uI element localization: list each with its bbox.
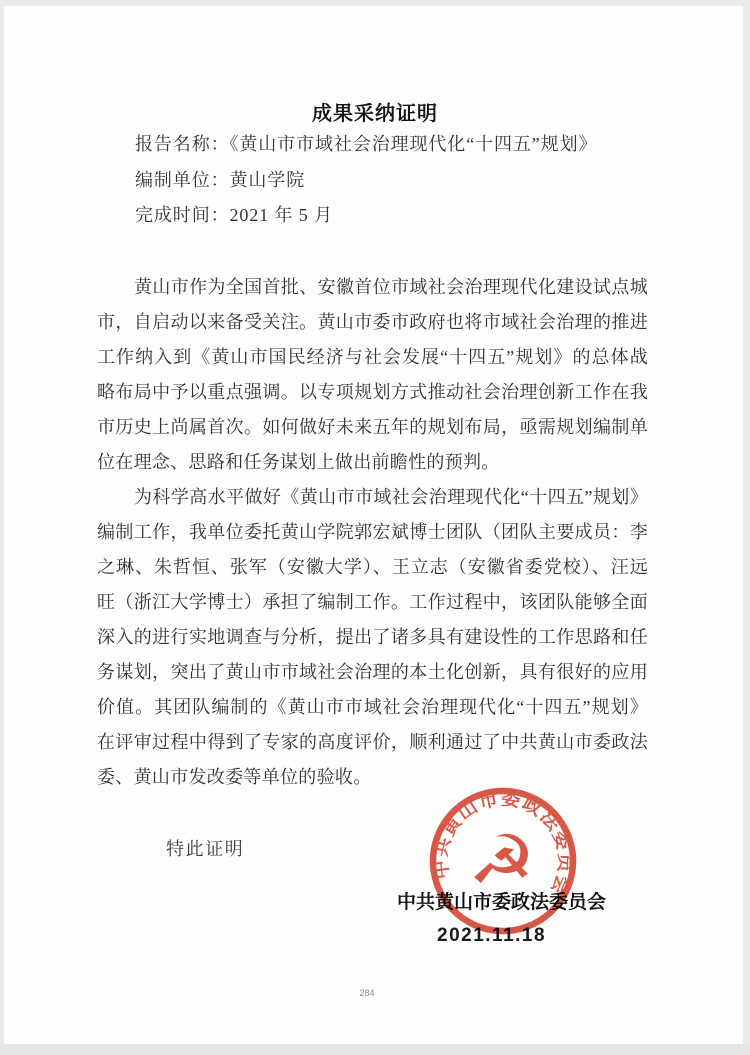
completion-date-label: 完成时间： — [135, 205, 230, 225]
issuing-organization: 中共黄山市委政法委员会 — [397, 892, 607, 913]
completion-date-line — [135, 198, 597, 234]
body-line: 略布局中予以重点强调。以专项规划方式推动社会治理创新工作在我 — [97, 382, 648, 402]
completion-date-value: 2021 年 5 月 — [229, 205, 333, 225]
closing-statement: 特此证明 — [166, 839, 245, 859]
scan-edge-right — [743, 0, 750, 1055]
prepared-by-label: 编制单位： — [135, 169, 230, 190]
prepared-by-line — [135, 163, 597, 199]
body-line: 之琳、朱哲恒、张军（安徽大学）、王立志（安徽省委党校）、汪远 — [97, 557, 648, 577]
body-line: 委、黄山市发改委等单位的验收。 — [97, 767, 372, 787]
body-line: 在评审过程中得到了专家的高度评价，顺利通过了中共黄山市委政法 — [97, 732, 648, 752]
body-line: 市历史上尚属首次。如何做好未来五年的规划布局，亟需规划编制单 — [97, 417, 648, 437]
scan-edge-left — [0, 0, 4, 1055]
body-line: 编制工作，我单位委托黄山学院郭宏斌博士团队（团队主要成员：李 — [97, 522, 648, 542]
issue-date: 2021.11.18 — [437, 925, 547, 946]
seal-curved-text: 中共黄山市委政法委员会 — [430, 788, 576, 899]
scan-edge-bottom — [0, 1044, 750, 1055]
body-line: 深入的进行实地调查与分析，提出了诸多具有建设性的工作思路和任 — [97, 627, 648, 647]
document-title: 成果采纳证明 — [312, 103, 438, 125]
report-name-line — [135, 127, 597, 163]
official-red-seal — [418, 776, 588, 946]
hammer-and-sickle-icon: ☭ — [465, 814, 541, 908]
body-line: 为科学高水平做好《黄山市市域社会治理现代化“十四五”规划》 — [134, 487, 648, 507]
body-line: 务谋划，突出了黄山市市域社会治理的本土化创新，具有很好的应用 — [97, 662, 648, 682]
body-line: 位在理念、思路和任务谋划上做出前瞻性的预判。 — [97, 452, 500, 472]
body-line: 价值。其团队编制的《黄山市市域社会治理现代化“十四五”规划》 — [97, 697, 648, 717]
scan-edge-top — [0, 0, 750, 6]
page-number: 284 — [359, 988, 375, 998]
body-line: 市，自启动以来备受关注。黄山市委市政府也将市域社会治理的推进 — [97, 312, 648, 332]
body-text — [97, 270, 648, 795]
body-line: 旺（浙江大学博士）承担了编制工作。工作过程中，该团队能够全面 — [97, 592, 648, 612]
body-line: 工作纳入到《黄山市国民经济与社会发展“十四五”规划》的总体战 — [97, 347, 648, 367]
report-name-label: 报告名称： — [135, 134, 230, 154]
report-meta-block — [135, 127, 597, 234]
prepared-by-value: 黄山学院 — [229, 169, 306, 190]
report-name-value: 《黄山市市域社会治理现代化“十四五”规划》 — [229, 134, 598, 154]
body-line: 黄山市作为全国首批、安徽首位市域社会治理现代化建设试点城 — [134, 277, 648, 297]
